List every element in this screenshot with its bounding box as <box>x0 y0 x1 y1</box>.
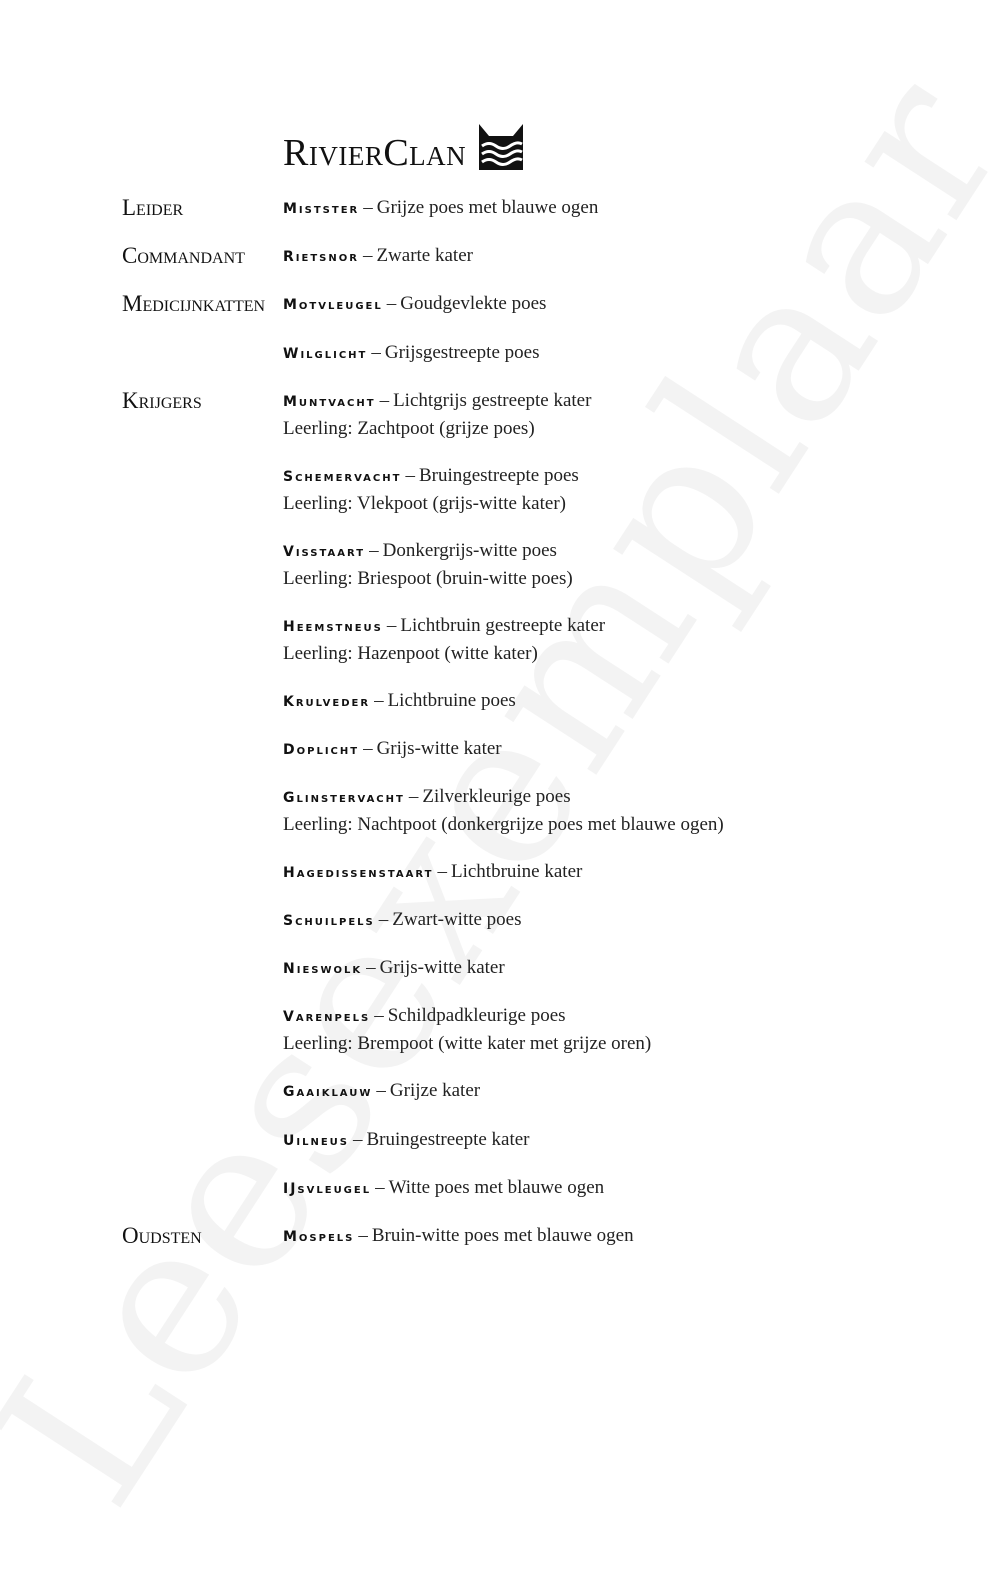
cat-name: Uilneus <box>283 1133 349 1149</box>
cat-entry: Krulveder – Lichtbruine poes <box>283 690 516 711</box>
cat-entry: Hagedissenstaart – Lichtbruine kater <box>283 861 583 882</box>
cat-entry: Motvleugel – Goudgevlekte poes <box>283 293 547 314</box>
apprentice-line: Leerling: Nachtpoot (donkergrijze poes met blauwe ogen) <box>283 814 724 835</box>
cat-entry: Heemstneus – Lichtbruin gestreepte kater Leerling: Hazenpoot (witte kater) <box>283 615 606 664</box>
cat-entry: Mistster – Grijze poes met blauwe ogen <box>283 197 599 218</box>
cat-name: Krulveder <box>283 694 371 710</box>
clan-title: RivierClan <box>283 132 467 174</box>
cat-name: Schuilpels <box>283 913 375 929</box>
cat-name: Mospels <box>283 1229 355 1245</box>
cat-name: Gaaiklauw <box>283 1084 373 1100</box>
cat-name: Rietsnor <box>283 249 359 265</box>
cat-description: Bruingestreepte poes <box>418 465 579 486</box>
cat-name: Heemstneus <box>283 619 383 635</box>
cat-description: Schildpadkleurige poes <box>387 1005 566 1026</box>
cat-description: Goudgevlekte poes <box>400 293 547 314</box>
cat-name: Visstaart <box>283 544 366 560</box>
cat-name: Hagedissenstaart <box>283 865 434 881</box>
cat-entry: Gaaiklauw – Grijze kater <box>283 1080 481 1101</box>
cat-name: Varenpels <box>283 1009 371 1025</box>
river-cat-emblem-icon <box>476 122 526 172</box>
cat-entry: Visstaart – Donkergrijs-witte poes Leerling: Briespoot (bruin-witte poes) <box>283 540 573 589</box>
cat-description: Lichtbruine kater <box>450 861 583 882</box>
apprentice-line: Leerling: Zachtpoot (grijze poes) <box>283 418 535 439</box>
rank-elders: Oudsten <box>122 1223 202 1248</box>
cat-description: Grijze kater <box>389 1080 481 1101</box>
cat-name: IJsvleugel <box>283 1181 372 1197</box>
cat-name: Schemervacht <box>283 469 402 485</box>
cat-description: Donkergrijs-witte poes <box>382 540 557 561</box>
cat-description: Grijs-witte kater <box>379 957 505 978</box>
cat-description: Grijsgestreepte poes <box>384 342 540 363</box>
cat-description: Lichtbruine poes <box>387 690 516 711</box>
cat-name: Glinstervacht <box>283 790 405 806</box>
cat-description: Zwarte kater <box>376 245 473 266</box>
cat-entry: Glinstervacht – Zilverkleurige poes Leerling: Nachtpoot (donkergrijze poes met blauwe ogen) <box>283 786 724 835</box>
cat-entry: Rietsnor – Zwarte kater <box>283 245 473 266</box>
cat-entry: Schuilpels – Zwart-witte poes <box>283 909 522 930</box>
cat-entry: Muntvacht – Lichtgrijs gestreepte kater Leerling: Zachtpoot (grijze poes) <box>283 390 592 439</box>
cat-entry: Wilglicht – Grijsgestreepte poes <box>283 342 540 363</box>
cat-description: Grijs-witte kater <box>376 738 502 759</box>
cat-description: Lichtgrijs gestreepte kater <box>393 390 592 411</box>
apprentice-line: Leerling: Briespoot (bruin-witte poes) <box>283 568 573 589</box>
cat-entry: Varenpels – Schildpadkleurige poes Leerling: Brempoot (witte kater met grijze oren) <box>283 1005 652 1054</box>
cat-name: Nieswolk <box>283 961 363 977</box>
apprentice-line: Leerling: Vlekpoot (grijs-witte kater) <box>283 493 566 514</box>
apprentice-line: Leerling: Hazenpoot (witte kater) <box>283 643 538 664</box>
cat-description: Bruingestreepte kater <box>366 1129 530 1150</box>
cat-name: Motvleugel <box>283 297 383 313</box>
cat-entry: Schemervacht – Bruingestreepte poes Leerling: Vlekpoot (grijs-witte kater) <box>283 465 579 514</box>
cat-name: Mistster <box>283 201 360 217</box>
cat-description: Witte poes met blauwe ogen <box>388 1177 605 1198</box>
cat-description: Lichtbruin gestreepte kater <box>400 615 606 636</box>
rank-deputy: Commandant <box>122 243 245 268</box>
cat-description: Zilverkleurige poes <box>422 786 571 807</box>
cat-entry: Uilneus – Bruingestreepte kater <box>283 1129 530 1150</box>
clan-header <box>283 120 526 172</box>
cat-entry: Mospels – Bruin-witte poes met blauwe ogen <box>283 1225 634 1246</box>
cat-entry: IJsvleugel – Witte poes met blauwe ogen <box>283 1177 605 1198</box>
apprentice-line: Leerling: Brempoot (witte kater met grijze oren) <box>283 1033 652 1054</box>
cat-entry: Nieswolk – Grijs-witte kater <box>283 957 505 978</box>
rank-warriors: Krijgers <box>122 388 202 413</box>
cat-name: Wilglicht <box>283 346 368 362</box>
cat-description: Zwart-witte poes <box>392 909 522 930</box>
cat-description: Grijze poes met blauwe ogen <box>376 197 599 218</box>
rank-leader: Leider <box>122 195 184 220</box>
cat-entry: Doplicht – Grijs-witte kater <box>283 738 502 759</box>
cat-name: Doplicht <box>283 742 360 758</box>
cat-name: Muntvacht <box>283 394 376 410</box>
rank-medicine: Medicijnkatten <box>122 291 266 316</box>
cat-description: Bruin-witte poes met blauwe ogen <box>371 1225 634 1246</box>
